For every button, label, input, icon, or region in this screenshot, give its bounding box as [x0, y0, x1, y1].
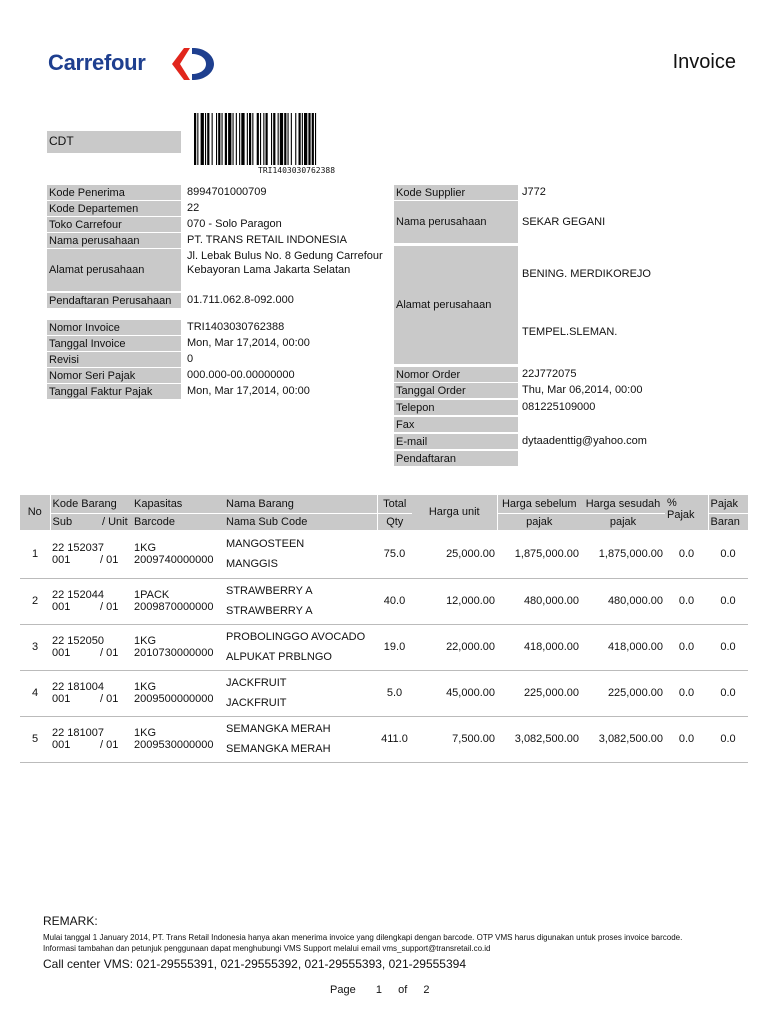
row-qty: 40.0: [383, 595, 406, 607]
nomor-invoice-value: TRI1403030762388: [187, 321, 285, 333]
pagination: [330, 984, 430, 996]
nomor-order-label: Nomor Order: [394, 367, 518, 382]
col-pajak-baran-header-1: Pajak: [708, 495, 748, 513]
row-barcode: 2010730000000: [134, 647, 214, 659]
row-pct-pajak: 0.0: [678, 595, 695, 607]
row-kapasitas: 1PACK: [134, 589, 170, 601]
row-no: 2: [31, 595, 39, 607]
supplier-nama-perusahaan-label: Nama perusahaan: [394, 201, 518, 243]
row-no: 3: [31, 641, 39, 653]
document-title: Invoice: [672, 51, 736, 73]
row-nama-sub: ALPUKAT PRBLNGO: [226, 651, 332, 663]
tanggal-invoice-value: Mon, Mar 17,2014, 00:00: [187, 337, 310, 349]
carrefour-logo-icon: [170, 44, 220, 84]
tanggal-order-value: Thu, Mar 06,2014, 00:00: [522, 384, 643, 396]
supplier-alamat-label: Alamat perusahaan: [394, 246, 518, 364]
remark-title: REMARK:: [43, 914, 98, 928]
pendaftaran-perusahaan-label: Pendaftaran Perusahaan: [47, 293, 181, 308]
remark-body: Mulai tanggal 1 January 2014, PT. Trans Retail Indonesia hanya akan menerima invoice yang dilengkapi dengan barcode. OTP VMS harus digunakan untuk proses invoice barcode. Informasi tambahan dan petunjuk penggunaan dapat menghubungi VMS Support melalui email vms_support@transretail.co.id: [43, 933, 683, 953]
supplier-pendaftaran-label: Pendaftaran: [394, 451, 518, 466]
row-harga-sesudah: 3,082,500.00: [598, 733, 663, 745]
row-harga-sebelum: 1,875,000.00: [514, 547, 579, 560]
table-row: [20, 670, 748, 716]
tanggal-faktur-pajak-label: Tanggal Faktur Pajak: [47, 384, 181, 399]
revisi-value: 0: [187, 353, 194, 365]
row-pajak-baran: 0.0: [720, 641, 736, 653]
col-unit-header: / Unit: [100, 513, 132, 530]
row-kode: 22 181004: [52, 681, 104, 693]
pendaftaran-perusahaan-value: 01.711.062.8-092.000: [187, 294, 294, 306]
col-harga-sesudah-header-1: Harga sesudah: [581, 495, 665, 513]
row-nama: STRAWBERRY A: [226, 585, 313, 597]
col-kapasitas-header: Kapasitas: [132, 495, 224, 513]
row-no: 1: [31, 548, 39, 560]
row-unit: / 01: [100, 693, 119, 705]
row-harga-sebelum: 480,000.00: [523, 595, 579, 607]
row-qty: 19.0: [383, 641, 406, 653]
carrefour-wordmark: Carrefour: [48, 50, 146, 75]
telepon-value: 081225109000: [522, 401, 596, 413]
call-center-text: Call center VMS: 021-29555391, 021-29555392, 021-29555393, 021-29555394: [43, 957, 466, 971]
fax-label: Fax: [394, 417, 518, 432]
supplier-alamat-line2: TEMPEL.SLEMAN.: [522, 326, 618, 338]
nomor-seri-pajak-value: 000.000-00.00000000: [187, 369, 295, 381]
buyer-alamat-label: Alamat perusahaan: [47, 249, 181, 291]
row-barcode: 2009500000000: [134, 693, 214, 705]
row-pct-pajak: 0.0: [678, 641, 695, 653]
row-no: 5: [31, 733, 39, 745]
row-harga-unit: 25,000.00: [446, 548, 495, 560]
row-kapasitas: 1KG: [134, 635, 157, 647]
row-kode: 22 181007: [52, 727, 104, 739]
row-unit: / 01: [100, 601, 119, 613]
row-nama-sub: MANGGIS: [226, 557, 278, 570]
col-sub-header: Sub: [50, 513, 100, 530]
row-barcode: 2009530000000: [134, 739, 214, 751]
row-pajak-baran: 0.0: [720, 733, 736, 745]
page-label: Page: [330, 984, 356, 996]
row-unit: / 01: [100, 553, 119, 566]
row-harga-sesudah: 1,875,000.00: [598, 547, 663, 560]
table-row: [20, 530, 748, 578]
toko-value: 070 - Solo Paragon: [187, 218, 282, 230]
row-qty: 411.0: [381, 733, 408, 745]
col-pct-pajak-header: % Pajak: [665, 495, 708, 530]
col-harga-sebelum-header-2: pajak: [497, 513, 581, 530]
row-pct-pajak: 0.0: [678, 687, 695, 699]
col-barcode-header: Barcode: [132, 513, 224, 530]
email-label: E-mail: [394, 434, 518, 449]
row-harga-sebelum: 3,082,500.00: [514, 733, 579, 745]
row-harga-unit: 7,500.00: [452, 733, 495, 745]
table-row: [20, 624, 748, 670]
row-nama-sub: JACKFRUIT: [226, 697, 287, 709]
row-kode: 22 152044: [52, 589, 104, 601]
table-row: [20, 716, 748, 762]
items-table: [20, 495, 748, 763]
row-sub: 001: [52, 739, 71, 751]
row-unit: / 01: [100, 739, 119, 751]
row-kapasitas: 1KG: [134, 541, 157, 554]
row-harga-unit: 45,000.00: [446, 687, 495, 699]
row-harga-sebelum: 225,000.00: [523, 687, 579, 699]
col-no-header: No: [20, 495, 50, 530]
page-total: 2: [423, 984, 430, 996]
row-nama: PROBOLINGGO AVOCADO: [226, 631, 366, 643]
row-harga-sebelum: 418,000.00: [523, 641, 579, 653]
buyer-nama-perusahaan-label: Nama perusahaan: [47, 233, 181, 248]
row-pajak-baran: 0.0: [720, 595, 736, 607]
col-harga-sesudah-header-2: pajak: [581, 513, 665, 530]
buyer-nama-perusahaan-value: PT. TRANS RETAIL INDONESIA: [187, 234, 347, 246]
col-harga-unit-header: Harga unit: [412, 495, 497, 530]
row-sub: 001: [52, 647, 71, 659]
row-nama: SEMANGKA MERAH: [226, 723, 331, 735]
row-kapasitas: 1KG: [134, 727, 157, 739]
row-no: 4: [31, 687, 39, 699]
col-kode-barang-header: Kode Barang: [50, 495, 132, 513]
buyer-alamat-line1: Jl. Lebak Bulus No. 8 Gedung Carrefour: [187, 250, 383, 262]
barcode-caption: TRI1403030762388: [258, 166, 336, 175]
tanggal-order-label: Tanggal Order: [394, 383, 518, 398]
supplier-nama-perusahaan-value: SEKAR GEGANI: [522, 216, 606, 228]
cdt-label: CDT: [47, 131, 181, 153]
page-of-label: of: [398, 984, 408, 996]
nomor-order-value: 22J772075: [522, 368, 577, 380]
telepon-label: Telepon: [394, 400, 518, 415]
row-kapasitas: 1KG: [134, 681, 157, 693]
col-total-header: Total: [377, 495, 412, 513]
col-nama-sub-code-header: Nama Sub Code: [224, 513, 377, 530]
page-current: 1: [375, 984, 382, 996]
row-sub: 001: [52, 693, 71, 705]
email-value: dytaadenttig@yahoo.com: [522, 435, 647, 447]
col-nama-barang-header: Nama Barang: [224, 495, 377, 513]
col-pajak-baran-header-2: Baran: [708, 513, 748, 530]
kode-penerima-label: Kode Penerima: [47, 185, 181, 200]
row-sub: 001: [52, 553, 71, 566]
kode-penerima-value: 8994701000709: [187, 186, 267, 198]
nomor-seri-pajak-label: Nomor Seri Pajak: [47, 368, 181, 383]
row-qty: 5.0: [386, 687, 403, 699]
row-nama: JACKFRUIT: [226, 677, 287, 689]
row-barcode: 2009870000000: [134, 601, 214, 613]
col-harga-sebelum-header-1: Harga sebelum: [497, 495, 581, 513]
row-pajak-baran: 0.0: [720, 547, 736, 560]
row-barcode: 2009740000000: [134, 553, 214, 566]
row-harga-sesudah: 418,000.00: [607, 641, 663, 653]
row-harga-sesudah: 225,000.00: [607, 687, 663, 699]
row-kode: 22 152050: [52, 635, 104, 647]
barcode-image: [192, 113, 410, 165]
toko-label: Toko Carrefour: [47, 217, 181, 232]
row-harga-unit: 22,000.00: [446, 641, 495, 653]
row-nama: MANGOSTEEN: [226, 537, 305, 550]
buyer-alamat-line2: Kebayoran Lama Jakarta Selatan: [187, 264, 351, 276]
row-pct-pajak: 0.0: [678, 733, 695, 745]
nomor-invoice-label: Nomor Invoice: [47, 320, 181, 335]
row-qty: 75.0: [383, 547, 406, 560]
kode-supplier-label: Kode Supplier: [394, 185, 518, 200]
tanggal-invoice-label: Tanggal Invoice: [47, 336, 181, 351]
revisi-label: Revisi: [47, 352, 181, 367]
row-nama-sub: STRAWBERRY A: [226, 605, 313, 617]
row-unit: / 01: [100, 647, 119, 659]
supplier-alamat-line1: BENING. MERDIKOREJO: [522, 268, 651, 280]
row-kode: 22 152037: [52, 541, 104, 554]
row-pajak-baran: 0.0: [720, 687, 736, 699]
row-harga-sesudah: 480,000.00: [607, 595, 663, 607]
row-sub: 001: [52, 601, 71, 613]
row-harga-unit: 12,000.00: [446, 595, 495, 607]
row-nama-sub: SEMANGKA MERAH: [226, 743, 331, 755]
row-pct-pajak: 0.0: [678, 548, 695, 560]
table-row: [20, 578, 748, 624]
kode-departemen-value: 22: [187, 202, 200, 214]
col-qty-header: Qty: [377, 513, 412, 530]
kode-supplier-value: J772: [522, 186, 546, 198]
tanggal-faktur-pajak-value: Mon, Mar 17,2014, 00:00: [187, 385, 310, 397]
kode-departemen-label: Kode Departemen: [47, 201, 181, 216]
